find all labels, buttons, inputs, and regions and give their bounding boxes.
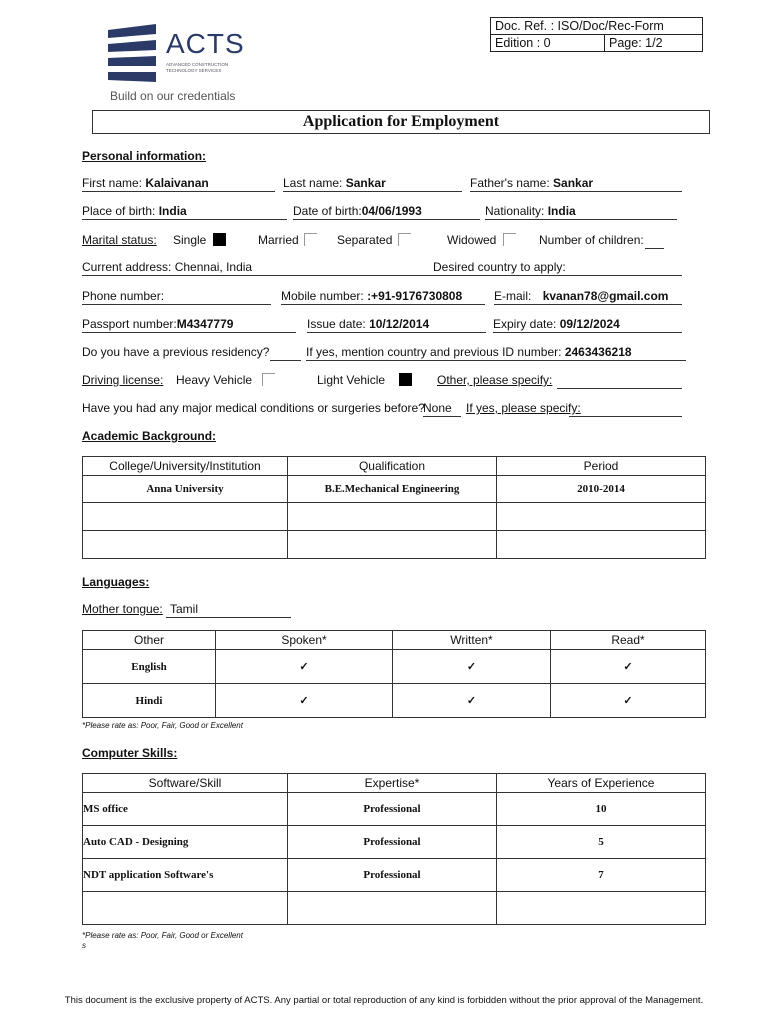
col-other: Other [83, 631, 216, 650]
col-read: Read* [551, 631, 706, 650]
cell[interactable]: MS office [83, 793, 288, 826]
check-icon[interactable]: ✓ [551, 650, 706, 684]
nationality-value: India [547, 204, 576, 218]
email-field[interactable]: E-mail: kvanan78@gmail.com [494, 289, 682, 305]
cell[interactable] [288, 892, 497, 925]
other-license-field[interactable] [557, 373, 682, 389]
computer-rating-note: *Please rate as: Poor, Fair, Good or Excellent [82, 931, 243, 940]
mobile-value: :+91-9176730808 [367, 289, 463, 303]
mobile-field[interactable]: Mobile number: :+91-9176730808 [281, 289, 485, 305]
logo-stripes-icon [108, 24, 160, 84]
heavy-vehicle-label: Heavy Vehicle [176, 373, 253, 387]
check-icon[interactable]: ✓ [216, 684, 393, 718]
last-name-field[interactable]: Last name: Sankar [283, 176, 462, 192]
medical-label: Have you had any major medical conditions or surgeries before? [82, 401, 425, 415]
medical-specify-field[interactable] [569, 401, 682, 417]
married-checkbox[interactable] [304, 233, 317, 246]
cell[interactable] [83, 892, 288, 925]
residency-field[interactable] [270, 345, 301, 361]
page-number: Page: 1/2 [605, 35, 703, 52]
marital-status-label: Marital status: [82, 233, 157, 247]
check-icon[interactable]: ✓ [393, 650, 551, 684]
doc-ref: Doc. Ref. : ISO/Doc/Rec-Form [491, 18, 703, 35]
medical-value: None [423, 401, 452, 415]
cell[interactable] [288, 503, 497, 531]
nationality-field[interactable]: Nationality: India [485, 204, 677, 220]
address-value: Chennai, India [174, 260, 253, 274]
section-personal-heading: Personal information: [82, 149, 207, 163]
date-of-birth-value: 04/06/1993 [361, 204, 422, 218]
logo-subtitle: ADVANCED CONSTRUCTION TECHNOLOGY SERVICES [166, 62, 229, 73]
single-label: Single [173, 233, 207, 247]
table-row [83, 531, 706, 559]
col-software: Software/Skill [83, 774, 288, 793]
father-name-value: Sankar [553, 176, 594, 190]
row-marital [82, 233, 682, 249]
residency-label: Do you have a previous residency? [82, 345, 270, 359]
check-icon[interactable]: ✓ [551, 684, 706, 718]
issue-date-value: 10/12/2014 [369, 317, 430, 331]
row-driving [82, 373, 682, 389]
children-label: Number of children: [539, 233, 644, 247]
languages-table [82, 630, 706, 718]
separated-checkbox[interactable] [398, 233, 411, 246]
medical-field[interactable] [423, 401, 461, 417]
cell[interactable]: Anna University [83, 476, 288, 503]
phone-field[interactable]: Phone number: [82, 289, 271, 305]
check-icon[interactable]: ✓ [216, 650, 393, 684]
residency-id-field[interactable]: If yes, mention country and previous ID number: 2463436218 [306, 345, 686, 361]
col-written: Written* [393, 631, 551, 650]
first-name-value: Kalaivanan [145, 176, 209, 190]
table-row [83, 892, 706, 925]
separated-label: Separated [337, 233, 393, 247]
single-checkbox[interactable] [213, 233, 226, 246]
table-row [83, 793, 706, 826]
cell[interactable] [83, 503, 288, 531]
row-passport [82, 317, 682, 333]
cell[interactable]: 5 [497, 826, 706, 859]
issue-date-field[interactable]: Issue date: 10/12/2014 [307, 317, 486, 333]
footer-disclaimer: This document is the exclusive property of ACTS. Any partial or total reproduction of any kind is forbidden without the prior approval of the Management. [64, 995, 704, 1006]
passport-value: M4347779 [176, 317, 234, 331]
row-birth [82, 204, 682, 220]
widowed-label: Widowed [447, 233, 497, 247]
section-computer-heading: Computer Skills: [82, 746, 178, 760]
light-vehicle-checkbox[interactable] [399, 373, 412, 386]
residency-id-value: 2463436218 [564, 345, 632, 359]
cell[interactable]: Professional [288, 859, 497, 892]
row-mother-tongue [82, 602, 682, 618]
col-spoken: Spoken* [216, 631, 393, 650]
table-row [83, 859, 706, 892]
cell[interactable] [288, 531, 497, 559]
expiry-date-field[interactable]: Expiry date: 09/12/2024 [493, 317, 682, 333]
father-name-field[interactable]: Father's name: Sankar [470, 176, 682, 192]
medical-if-label: If yes, please specify: [466, 401, 581, 415]
desired-country-label: Desired country to apply: [433, 260, 566, 274]
edition: Edition : 0 [491, 35, 605, 52]
col-period: Period [497, 457, 706, 476]
mother-tongue-label: Mother tongue: [82, 602, 163, 616]
cell[interactable]: Professional [288, 826, 497, 859]
first-name-field[interactable]: First name: Kalaivanan [82, 176, 275, 192]
cell[interactable] [497, 531, 706, 559]
passport-field[interactable]: Passport number:M4347779 [82, 317, 296, 333]
other-license-label: Other, please specify: [437, 373, 553, 387]
col-years: Years of Experience [497, 774, 706, 793]
row-names [82, 176, 682, 192]
cell[interactable] [497, 503, 706, 531]
row-contact [82, 289, 682, 305]
cell[interactable]: NDT application Software's [83, 859, 288, 892]
email-value: kvanan78@gmail.com [542, 289, 669, 303]
heavy-vehicle-checkbox[interactable] [262, 373, 275, 386]
check-icon[interactable]: ✓ [393, 684, 551, 718]
date-of-birth-field[interactable]: Date of birth:04/06/1993 [293, 204, 480, 220]
section-academic-heading: Academic Background: [82, 429, 217, 443]
married-label: Married [258, 233, 299, 247]
table-row [83, 826, 706, 859]
expiry-date-value: 09/12/2024 [559, 317, 620, 331]
last-name-value: Sankar [345, 176, 386, 190]
table-row [83, 684, 706, 718]
cell[interactable]: 7 [497, 859, 706, 892]
children-field[interactable] [645, 233, 664, 249]
cell[interactable] [83, 531, 288, 559]
col-expertise: Expertise* [288, 774, 497, 793]
place-of-birth-field[interactable]: Place of birth: India [82, 204, 287, 220]
form-title: Application for Employment [92, 110, 710, 134]
row-residency [82, 345, 682, 361]
cell[interactable] [497, 892, 706, 925]
mother-tongue-field[interactable] [166, 602, 291, 618]
table-row [83, 650, 706, 684]
tagline: Build on our credentials [110, 89, 236, 103]
cell[interactable]: Auto CAD - Designing [83, 826, 288, 859]
section-languages-heading: Languages: [82, 575, 150, 589]
document-reference-box [490, 17, 703, 52]
table-row [83, 476, 706, 503]
col-qualification: Qualification [288, 457, 497, 476]
cell[interactable]: 2010-2014 [497, 476, 706, 503]
cell[interactable]: Hindi [83, 684, 216, 718]
mother-tongue-value: Tamil [170, 602, 199, 616]
widowed-checkbox[interactable] [503, 233, 516, 246]
cell[interactable]: English [83, 650, 216, 684]
cell[interactable]: 10 [497, 793, 706, 826]
academic-table [82, 456, 706, 559]
table-row [83, 503, 706, 531]
place-of-birth-value: India [158, 204, 187, 218]
light-vehicle-label: Light Vehicle [317, 373, 386, 387]
computer-skills-table [82, 773, 706, 925]
cell[interactable]: B.E.Mechanical Engineering [288, 476, 497, 503]
driving-license-label: Driving license: [82, 373, 164, 387]
col-institution: College/University/Institution [83, 457, 288, 476]
address-field[interactable]: Current address: Chennai, India [82, 260, 682, 276]
row-medical [82, 401, 682, 417]
logo-text: ACTS [166, 28, 245, 59]
cell[interactable]: Professional [288, 793, 497, 826]
computer-rating-note-extra: s [82, 941, 86, 950]
row-address [82, 260, 682, 276]
languages-rating-note: *Please rate as: Poor, Fair, Good or Excellent [82, 721, 243, 730]
